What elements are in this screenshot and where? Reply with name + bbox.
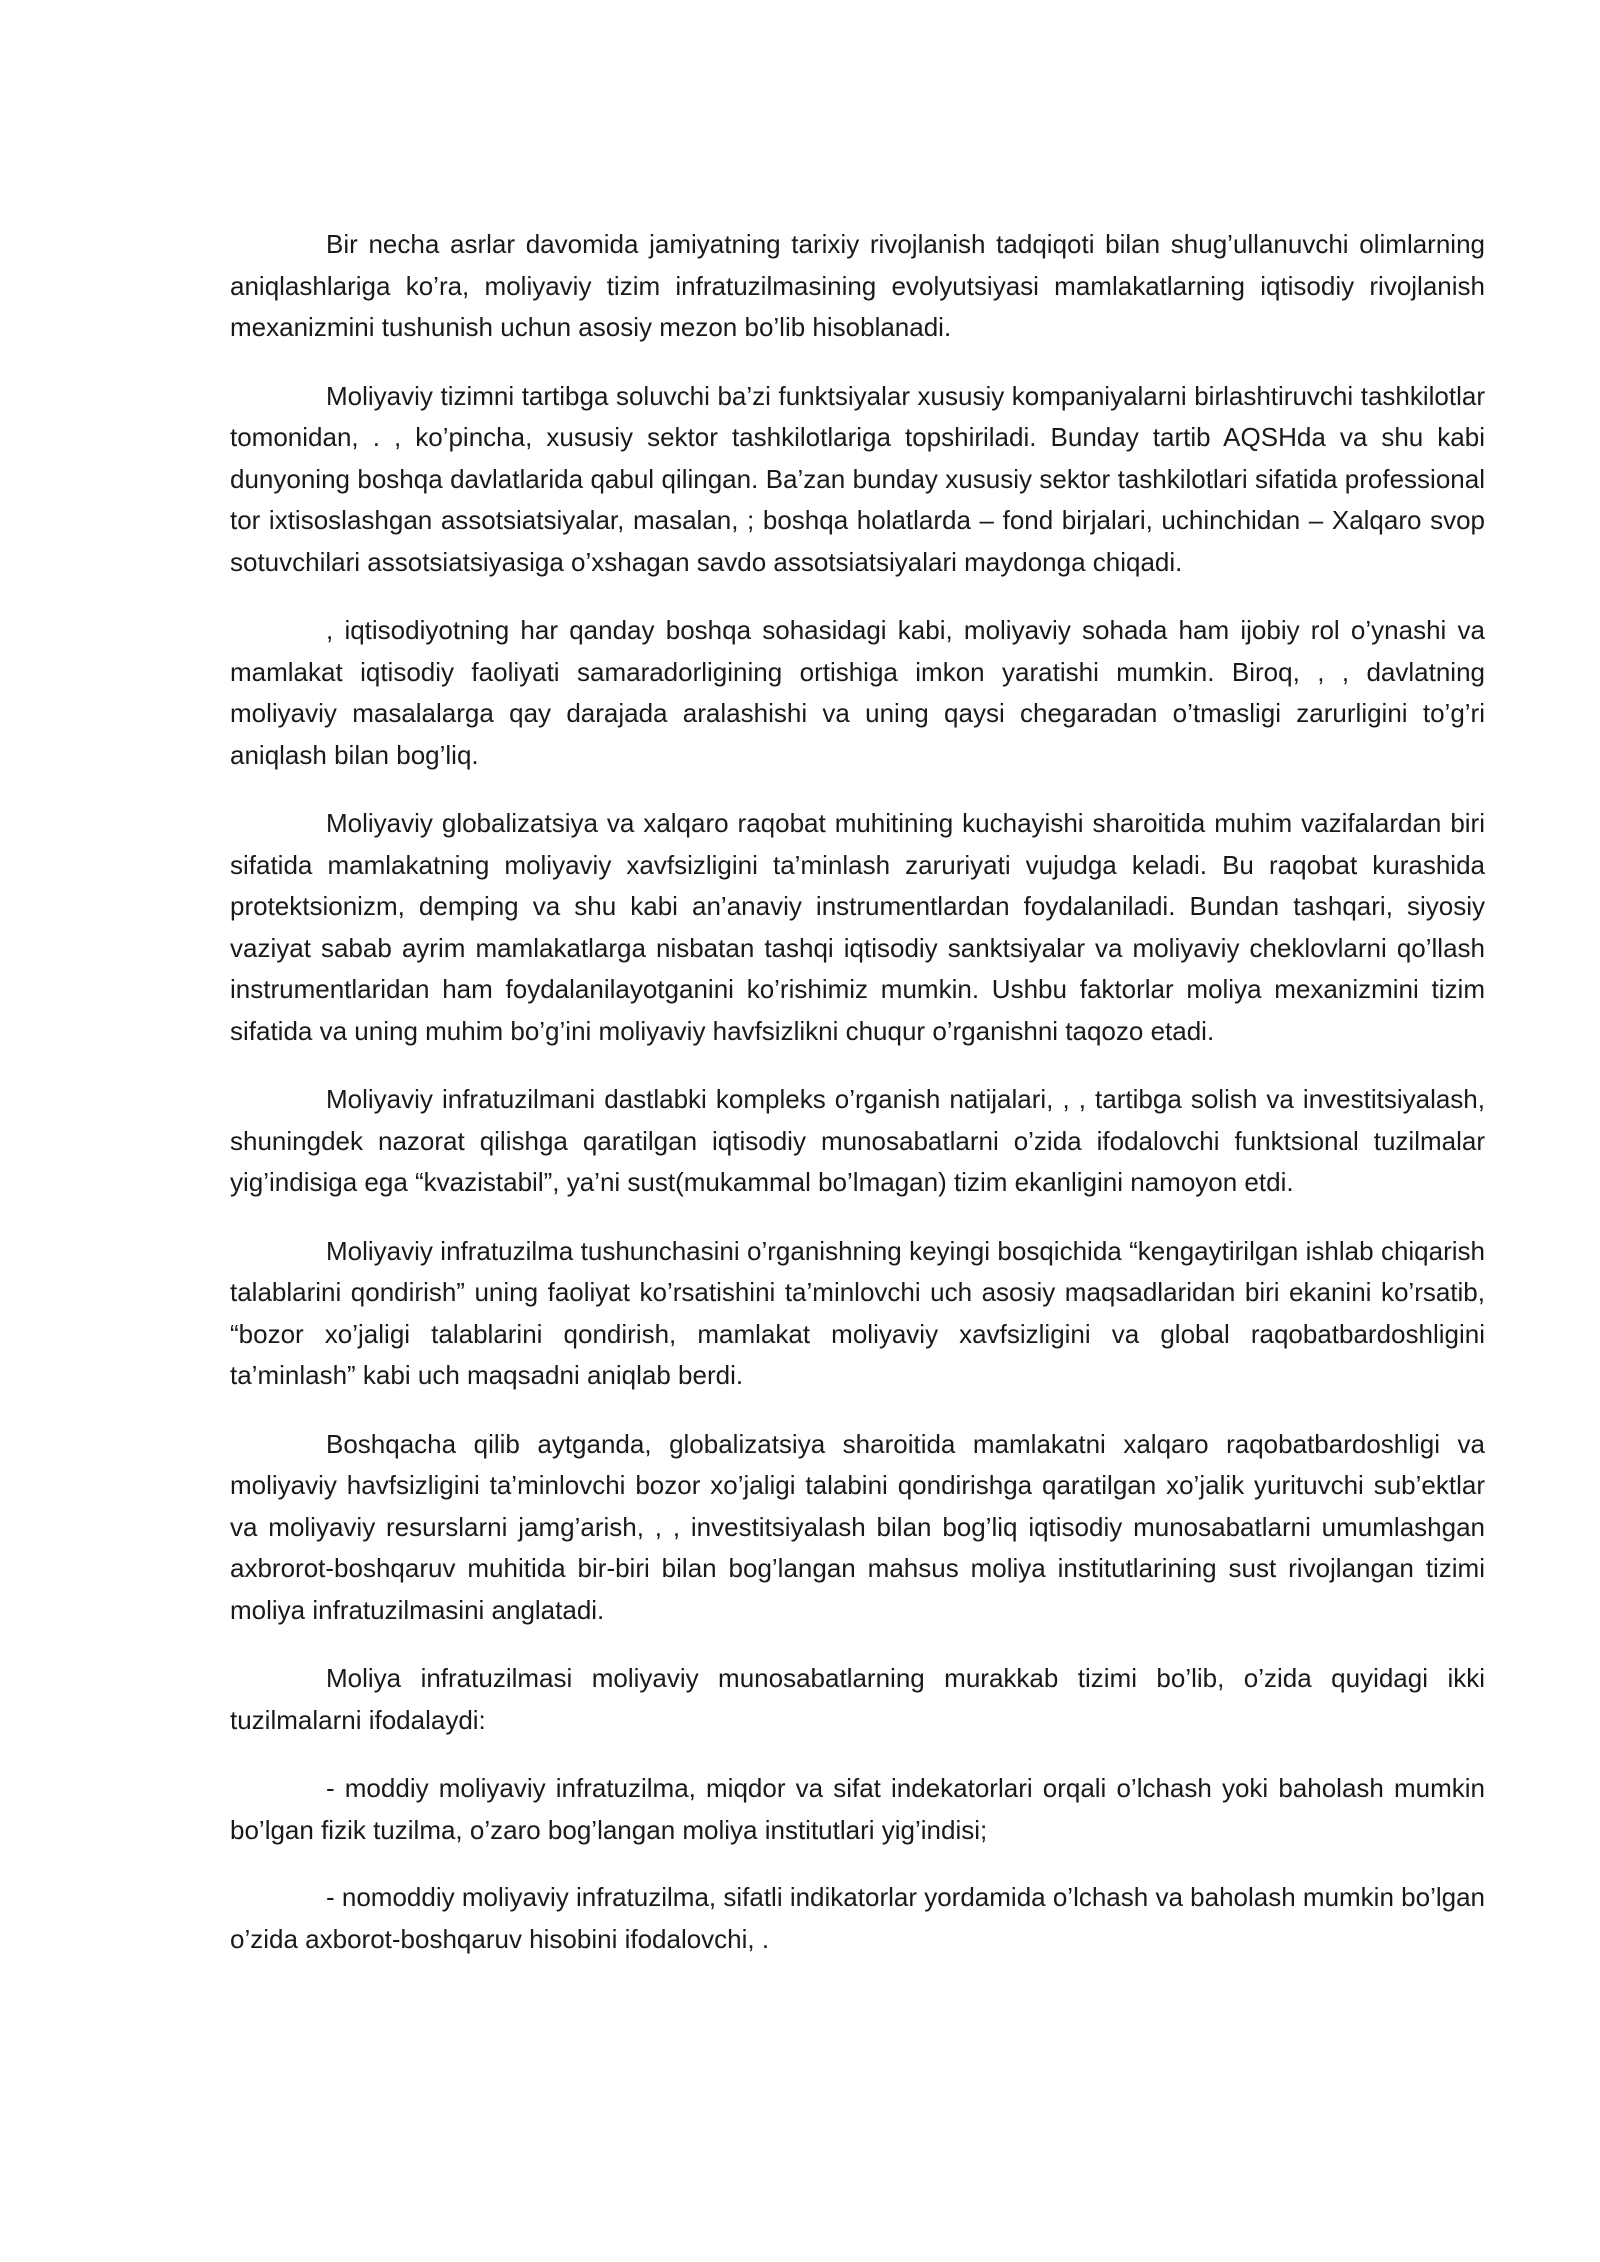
paragraph-3: , iqtisodiyotning har qanday boshqa sohasidagi kabi, moliyaviy sohada ham ijobiy rol o’ynashi va mamlakat iqtisodiy faoliyati samaradorligining ortishiga imkon yaratishi mumkin. Biroq, , , davlatning moliyaviy masalalarga qay darajada aralashishi va uning qaysi chegaradan o’tmasligi zarurligini to’g’ri aniqlash bilan bog’liq. [230,615,1485,770]
paragraph-5: Moliyaviy infratuzilmani dastlabki kompleks o’rganish natijalari, , , tartibga solish va investitsiyalash, shuningdek nazorat qilishga qaratilgan iqtisodiy munosabatlarni o’zida ifodalovchi funktsional tuzilmalar yig’indisiga ega “kvazistabil”, ya’ni sust(mukammal bo’lmagan) tizim ekanligini namoyon etdi. [230,1084,1485,1197]
list-item-tangible: - moddiy moliyaviy infratuzilma, miqdor va sifat indekatorlari orqali o’lchash yoki baholash mumkin bo’lgan fizik tuzilma, o’zaro bog’langan moliya institutlari yig’indisi; [230,1773,1485,1845]
paragraph-7: Boshqacha qilib aytganda, globalizatsiya sharoitida mamlakatni xalqaro raqobatbardoshligi va moliyaviy havfsizligini ta’minlovchi bozor xo’jaligi talabini qondirishga qaratilgan xo’jalik yurituvchi sub’ektlar va moliyaviy resurslarni jamg’arish, , , investitsiyalash bilan bog’liq iqtisodiy munosabatlarni umumlashgan axbrorot-boshqaruv muhitida bir-biri bilan bog’langan mahsus moliya institutlarining sust rivojlangan tizimi moliya infratuzilmasini anglatadi. [230,1428,1485,1625]
paragraph-4: Moliyaviy globalizatsiya va xalqaro raqobat muhitining kuchayishi sharoitida muhim vazifalardan biri sifatida mamlakatning moliyaviy xavfsizligini ta’minlash zaruriyati vujudga keladi. Bu raqobat kurashida protektsionizm, demping va shu kabi an’anaviy instrumentlardan foydalaniladi. Bundan tashqari, siyosiy vaziyat sabab ayrim mamlakatlarga nisbatan tashqi iqtisodiy sanktsiyalar va moliyaviy cheklovlarni qo’llash instrumentlaridan ham foydalanilayotganini ko’rishimiz mumkin. Ushbu faktorlar moliya mexanizmini tizim sifatida va uning muhim bo’g’ini moliyaviy havfsizlikni chuqur o’rganishni taqozo etadi. [230,808,1485,1046]
paragraph-2: Moliyaviy tizimni tartibga soluvchi ba’zi funktsiyalar xususiy kompaniyalarni birlashtiruvchi tashkilotlar tomonidan, . , ko’pincha, xususiy sektor tashkilotlariga topshiriladi. Bunday tartib AQSHda va shu kabi dunyoning boshqa davlatlarida qabul qilingan. Ba’zan bunday xususiy sektor tashkilotlari sifatida professional tor ixtisoslashgan assotsiatsiyalar, masalan, ; boshqa holatlarda – fond birjalari, uchinchidan – Xalqaro svop sotuvchilari assotsiatsiyasiga o’xshagan savdo assotsiatsiyalari maydonga chiqadi. [230,380,1485,577]
paragraph-8: Moliya infratuzilmasi moliyaviy munosabatlarning murakkab tizimi bo’lib, o’zida quyidagi ikki tuzilmalarni ifodalaydi: [230,1663,1485,1735]
list-item-intangible: - nomoddiy moliyaviy infratuzilma, sifatli indikatorlar yordamida o’lchash va baholash mumkin bo’lgan o’zida axborot-boshqaruv hisobini ifodalovchi, . [230,1882,1485,1954]
paragraph-1: Bir necha asrlar davomida jamiyatning tarixiy rivojlanish tadqiqoti bilan shug’ullanuvchi olimlarning aniqlashlariga ko’ra, moliyaviy tizim infratuzilmasining evolyutsiyasi mamlakatlarning iqtisodiy rivojlanish mexanizmini tushunish uchun asosiy mezon bo’lib hisoblanadi. [230,229,1485,342]
document-page [230,224,1485,1986]
paragraph-6: Moliyaviy infratuzilma tushunchasini o’rganishning keyingi bosqichida “kengaytirilgan ishlab chiqarish talablarini qondirish” uning faoliyat ko’rsatishini ta’minlovchi uch asosiy maqsadlaridan biri ekanini ko’rsatib, “bozor xo’jaligi talablarini qondirish, mamlakat moliyaviy xavfsizligini va global raqobatbardoshligini ta’minlash” kabi uch maqsadni aniqlab berdi. [230,1235,1485,1390]
